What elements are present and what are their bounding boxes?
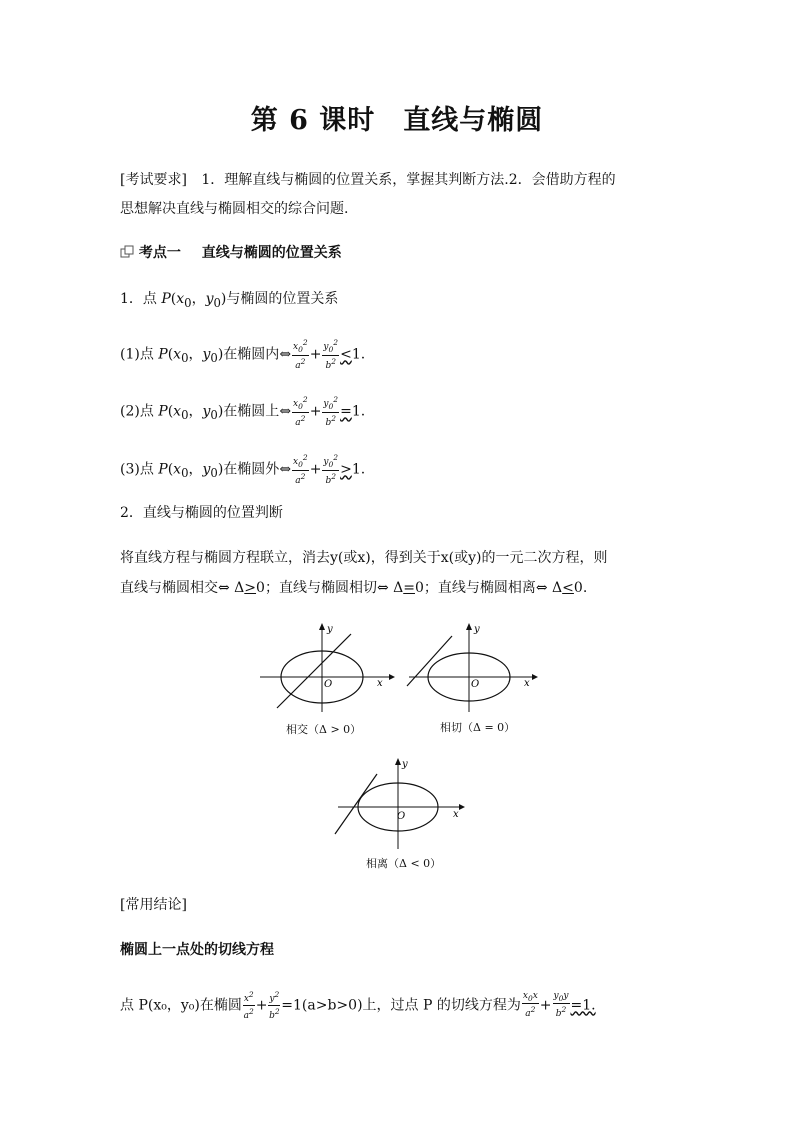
figure-separate bbox=[333, 757, 469, 852]
line2-symbol-c: < bbox=[562, 580, 574, 596]
requirement-tag: [考试要求] bbox=[120, 172, 187, 188]
line2-symbol-b: = bbox=[403, 580, 415, 596]
section2-line-2 bbox=[120, 578, 587, 598]
conclusion-tag: [常用结论] bbox=[120, 897, 187, 913]
figure-tangent bbox=[404, 620, 540, 715]
position-item-2: (2)点 $P(x_0$，$y_0$)在椭圆上⇔ $\frac{x_0^2}{a^2}$ + $\frac{y_0^2}{b^2}$ =1. bbox=[120, 395, 366, 428]
page-title: 第 6 课时 直线与椭圆 bbox=[250, 105, 544, 136]
section1-heading-post: 与椭圆的位置关系 bbox=[226, 291, 339, 307]
y-label: y bbox=[327, 624, 333, 635]
y-label: y bbox=[402, 759, 408, 770]
item-prefix: (2)点 bbox=[120, 403, 159, 420]
kaodian-title: 直线与椭圆的位置关系 bbox=[201, 245, 342, 261]
section2-line-1: 将直线方程与椭圆方程联立，消去y(或x)，得到关于x(或y)的一元二次方程，则 bbox=[120, 550, 608, 566]
item-rhs: 1. bbox=[351, 403, 366, 420]
tangent-line bbox=[407, 636, 452, 686]
x-label: x bbox=[377, 678, 383, 689]
item-rhs: 1. bbox=[351, 461, 366, 478]
position-item-1: (1)点 $P(x_0$，$y_0$)在椭圆内⇔ $\frac{x_0^2}{a^2}$ + $\frac{y_0^2}{b^2}$ <1. bbox=[120, 338, 366, 371]
caption-tangent: 相切（Δ = 0） bbox=[440, 721, 516, 734]
secant-line bbox=[277, 634, 351, 708]
line2-part-a: 直线与椭圆相交⇔ Δ bbox=[120, 580, 245, 596]
x-label: x bbox=[453, 809, 459, 820]
figure-intersect bbox=[255, 620, 395, 715]
origin-label: O bbox=[471, 679, 480, 690]
item-rhs: 1. bbox=[351, 346, 366, 363]
item-prefix: (1)点 bbox=[120, 346, 159, 363]
kaodian-heading bbox=[120, 243, 342, 263]
line2-part-c: 0；直线与椭圆相离⇔ Δ bbox=[414, 580, 563, 596]
line2-symbol-a: > bbox=[244, 580, 257, 596]
caption-separate: 相离（Δ < 0） bbox=[366, 857, 442, 870]
conclusion-text-b: =1(a>b>0)上，过点 P 的切线方程为 bbox=[281, 997, 521, 1014]
conclusion-heading: 椭圆上一点处的切线方程 bbox=[120, 942, 274, 958]
item-symbol: < bbox=[340, 346, 352, 363]
item-prefix: (3)点 bbox=[120, 461, 159, 478]
y-label: y bbox=[474, 624, 480, 635]
position-item-3: (3)点 $P(x_0$，$y_0$)在椭圆外⇔ $\frac{x_0^2}{a^2}$ + $\frac{y_0^2}{b^2}$ >1. bbox=[120, 453, 366, 486]
conclusion-text-c: =1. bbox=[570, 997, 596, 1014]
section1-heading: 1．点 $P(x_0$，$y_0$)与椭圆的位置关系 bbox=[120, 291, 339, 310]
item-position: 在椭圆上 bbox=[223, 403, 280, 420]
caption-intersect: 相交（Δ > 0） bbox=[286, 723, 362, 736]
item-symbol: > bbox=[340, 461, 352, 478]
section2-heading: 2．直线与椭圆的位置判断 bbox=[120, 505, 283, 521]
x-label: x bbox=[524, 678, 530, 689]
kaodian-label: 考点一 bbox=[138, 245, 181, 261]
item-symbol: = bbox=[340, 403, 352, 420]
origin-label: O bbox=[324, 679, 333, 690]
conclusion-text-a: 点 P(x₀，y₀)在椭圆 bbox=[120, 997, 242, 1014]
requirement-text-2: 思想解决直线与椭圆相交的综合问题. bbox=[120, 201, 349, 217]
line2-part-b: 0；直线与椭圆相切⇔ Δ bbox=[256, 580, 404, 596]
section1-heading-pre: 1．点 bbox=[120, 291, 162, 307]
section-box-icon bbox=[120, 245, 134, 259]
requirement-line-1 bbox=[120, 170, 616, 190]
requirement-text-1: 1．理解直线与椭圆的位置关系，掌握其判断方法.2．会借助方程的 bbox=[201, 172, 616, 188]
item-position: 在椭圆外 bbox=[223, 461, 280, 478]
origin-label: O bbox=[397, 811, 406, 822]
item-position: 在椭圆内 bbox=[223, 346, 280, 363]
line2-part-d: 0. bbox=[573, 580, 588, 596]
conclusion-text: 点 P(x₀，y₀)在椭圆 $\frac{x^2}{a^2}$ + $\frac{y^2}{b^2}$ =1(a>b>0)上，过点 P 的切线方程为 $\frac{x_0x}{a^2}$ + $\frac{y_0y}{b^2}$ =1. bbox=[120, 990, 596, 1021]
